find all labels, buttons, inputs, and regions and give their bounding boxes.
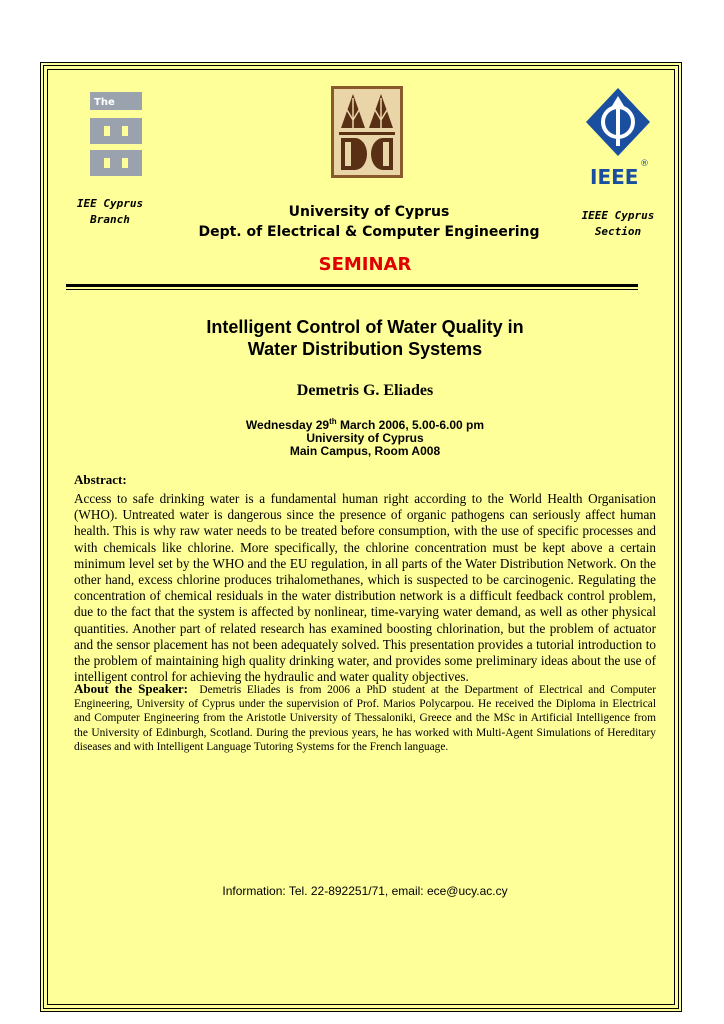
venue-line-1: University of Cyprus [306,431,424,445]
event-date: Wednesday 29th March 2006, 5.00-6.00 pm [245,417,485,432]
divider-thin [66,289,638,290]
iee-logo [88,92,148,182]
seminar-label: SEMINAR [318,254,412,275]
event-details [44,415,686,458]
speaker-name: Demetris G. Eliades [296,382,434,399]
abstract-heading: Abstract: [74,472,127,487]
department-name: Dept. of Electrical & Computer Engineering [198,224,540,240]
about-speaker [74,682,656,754]
talk-title: Intelligent Control of Water Quality in Water Distribution Systems [206,317,524,359]
about-speaker-body: Demetris Eliades is from 2006 a PhD student at the Department of Electrical and Computer Engineering, University of Cyprus under the supervision of Prof. Marios Polycarpou. He received the Diploma in Electrical and Computer Engineering from the Aristotle University of Thessaloniki, Greece and the MSc in Artificial Intelligence from the University of Edinburgh, Scotland. During the previous years, he has worked with Multi-Agent Simulations of Hereditary diseases and with Intelligent Language Tutoring Systems for the French language. [74,684,656,753]
venue-line-2: Main Campus, Room A008 [289,444,441,458]
contact-information: Information: Tel. 22-892251/71, email: ece@ucy.ac.cy [222,884,508,898]
poster-frame [40,62,682,1012]
ieee-cyprus-section-label: IEEE Cyprus Section [581,209,655,238]
registered-mark: ® [640,159,649,169]
iee-cyprus-branch-label: IEE Cyprus Branch [76,197,144,226]
about-speaker-heading: About the Speaker: [74,681,189,696]
divider-thick [66,284,638,287]
ieee-logo-text: IEEE [590,165,639,186]
university-name: University of Cyprus [288,204,450,220]
department-heading [164,202,574,242]
ieee-logo [582,86,654,186]
university-of-cyprus-logo [331,86,403,178]
iee-logo-the-text: The [94,97,115,108]
abstract-body: Access to safe drinking water is a fundamental human right according to the World Health Organisation (WHO). Untreated water is dangerous since the presence of organic pathogens can seriously affect human health. This is why raw water needs to be treated before consumption, with the use of specific processes and with chemicals like chlorine. More specifically, the chlorine concentration must be kept above a certain minimum level set by the WHO and the EU regulation, in all parts of the Water Distribution Network. On the other hand, excess chlorine produces trihalomethanes, which is suspected to be carcinogenic. Regulating the concentration of chemical residuals in the water distribution network is a difficult feedback control problem, due to the fact that the system is affected by nonlinear, time-varying water demand, as well as other physical quantities. Another part of related research has examined boosting chlorination, but the problem of actuator and the sensor placement has not been adequately solved. This presentation provides a tutorial introduction to the problem of maintaining high quality drinking water, and provides some preliminary ideas about the use of intelligent control for achieving the hydraulic and water quality objectives. [74,491,656,685]
